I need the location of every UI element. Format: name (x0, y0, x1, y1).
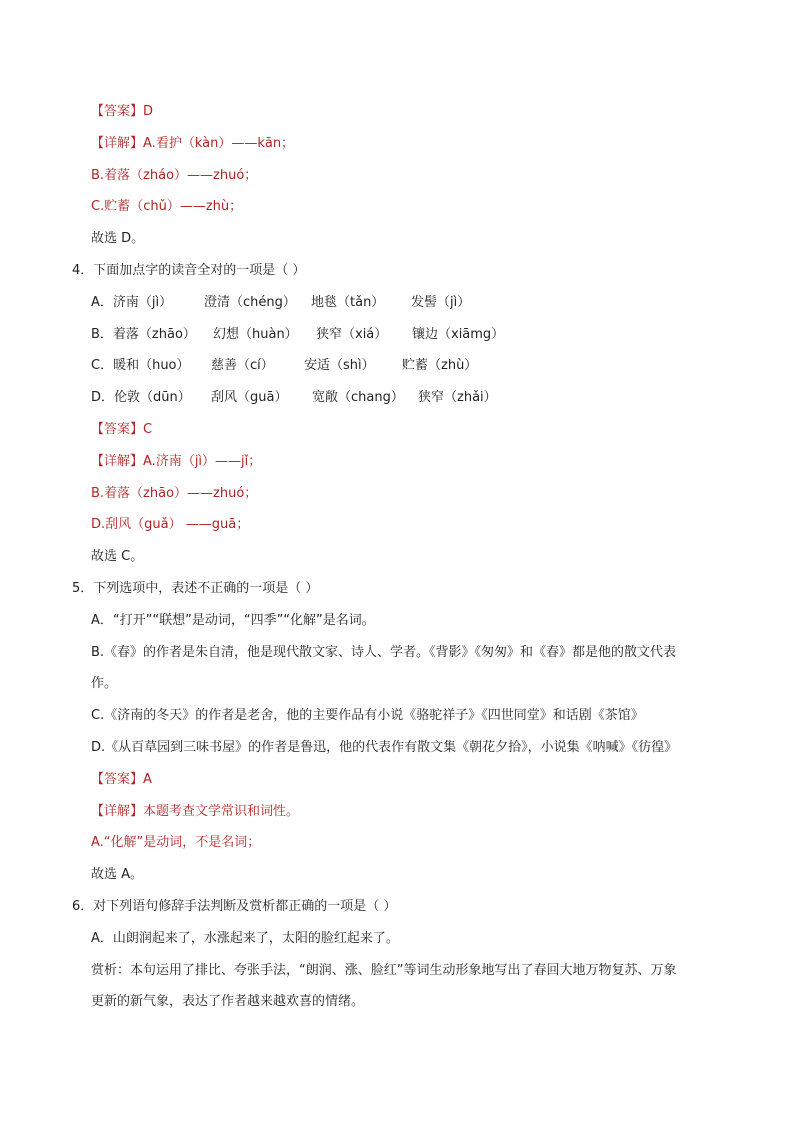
explanation-q3-b: B.着落（zháo）——zhuó； (91, 168, 258, 183)
question-5-option-b-cont: 作。 (91, 676, 118, 691)
explanation-label: 【详解】 (91, 136, 144, 151)
option-word: B．着落（zhāo） (91, 327, 196, 342)
option-word: 贮蓄（zhù） (402, 358, 478, 373)
option-word: 安适（shì） (304, 358, 375, 373)
option-word: D．伦敦（dūn） (91, 390, 191, 405)
explanation-q3-a (91, 133, 294, 155)
explanation-q4-d: D.刮风（guǎ） ——guā； (91, 517, 250, 532)
option-word: A．济南（jì） (91, 295, 173, 310)
answer-q3: 【答案】D (91, 104, 154, 119)
question-6-appreciation: 赏析：本句运用了排比、夸张手法，“朗润、涨、脸红”等词生动形象地写出了春回大地万物复苏、万象 (91, 963, 677, 978)
option-word: 狭窄（zhǎi） (418, 390, 497, 405)
option-word: 镶边（xiāmg） (412, 327, 505, 342)
question-4-stem: 4．下面加点字的读音全对的一项是（ ） (72, 263, 306, 278)
question-5-option-b: B.《春》的作者是朱自清，他是现代散文家、诗人、学者。《背影》《匆匆》和《春》都是他的散文代表 (91, 645, 677, 660)
option-word: 澄清（chéng） (204, 295, 296, 310)
explanation-q5-a: A.“化解”是动词，不是名词； (91, 835, 261, 850)
conclusion-q3: 故选 D。 (91, 231, 145, 246)
question-4-option-d (91, 387, 711, 409)
answer-q4: 【答案】C (91, 422, 153, 437)
question-6-stem: 6．对下列语句修辞手法判断及赏析都正确的一项是（ ） (72, 899, 397, 914)
question-4-option-c (91, 355, 711, 377)
conclusion-q4: 故选 C。 (91, 549, 144, 564)
explanation-q4-b: B.着落（zhāo）——zhuó； (91, 486, 258, 501)
explanation-q4-a (91, 451, 261, 473)
explanation-q5 (91, 801, 299, 823)
option-word: 宽敞（chang） (312, 390, 404, 405)
question-5-option-a: A．“打开”“联想”是动词，“四季”“化解”是名词。 (91, 613, 375, 628)
question-6-appreciation-cont: 更新的新气象，表达了作者越来越欢喜的情绪。 (91, 994, 365, 1009)
conclusion-q5: 故选 A。 (91, 867, 144, 882)
question-5-option-c: C.《济南的冬天》的作者是老舍，他的主要作品有小说《骆驼祥子》《四世同堂》和话剧《茶馆》 (91, 708, 644, 723)
question-6-option-a: A．山朗润起来了，水涨起来了，太阳的脸红起来了。 (91, 931, 399, 946)
question-4-option-b (91, 324, 711, 346)
explanation-item: A.济南（jì）——jǐ； (143, 454, 262, 469)
explanation-text: 本题考查文学常识和词性。 (143, 804, 300, 819)
question-5-option-d: D.《从百草园到三味书屋》的作者是鲁迅，他的代表作有散文集《朝花夕拾》，小说集《呐喊》《彷徨》 (91, 740, 678, 755)
explanation-q3-c: C.贮蓄（chǔ）——zhù； (91, 199, 243, 214)
question-5-stem: 5．下列选项中，表述不正确的一项是（ ） (72, 581, 319, 596)
option-word: 地毯（tǎn） (311, 295, 385, 310)
option-word: 刮风（guā） (211, 390, 288, 405)
answer-q5: 【答案】A (91, 772, 152, 787)
explanation-label: 【详解】 (91, 454, 144, 469)
explanation-item: A.看护（kàn）——kān； (143, 136, 295, 151)
explanation-label: 【详解】 (91, 804, 144, 819)
option-word: 幻想（huàn） (213, 327, 298, 342)
option-word: 发髻（jì） (411, 295, 471, 310)
question-4-option-a (91, 292, 711, 314)
option-word: 狭窄（xiá） (316, 327, 388, 342)
option-word: C．暖和（huo） (91, 358, 190, 373)
option-word: 慈善（cí） (211, 358, 274, 373)
